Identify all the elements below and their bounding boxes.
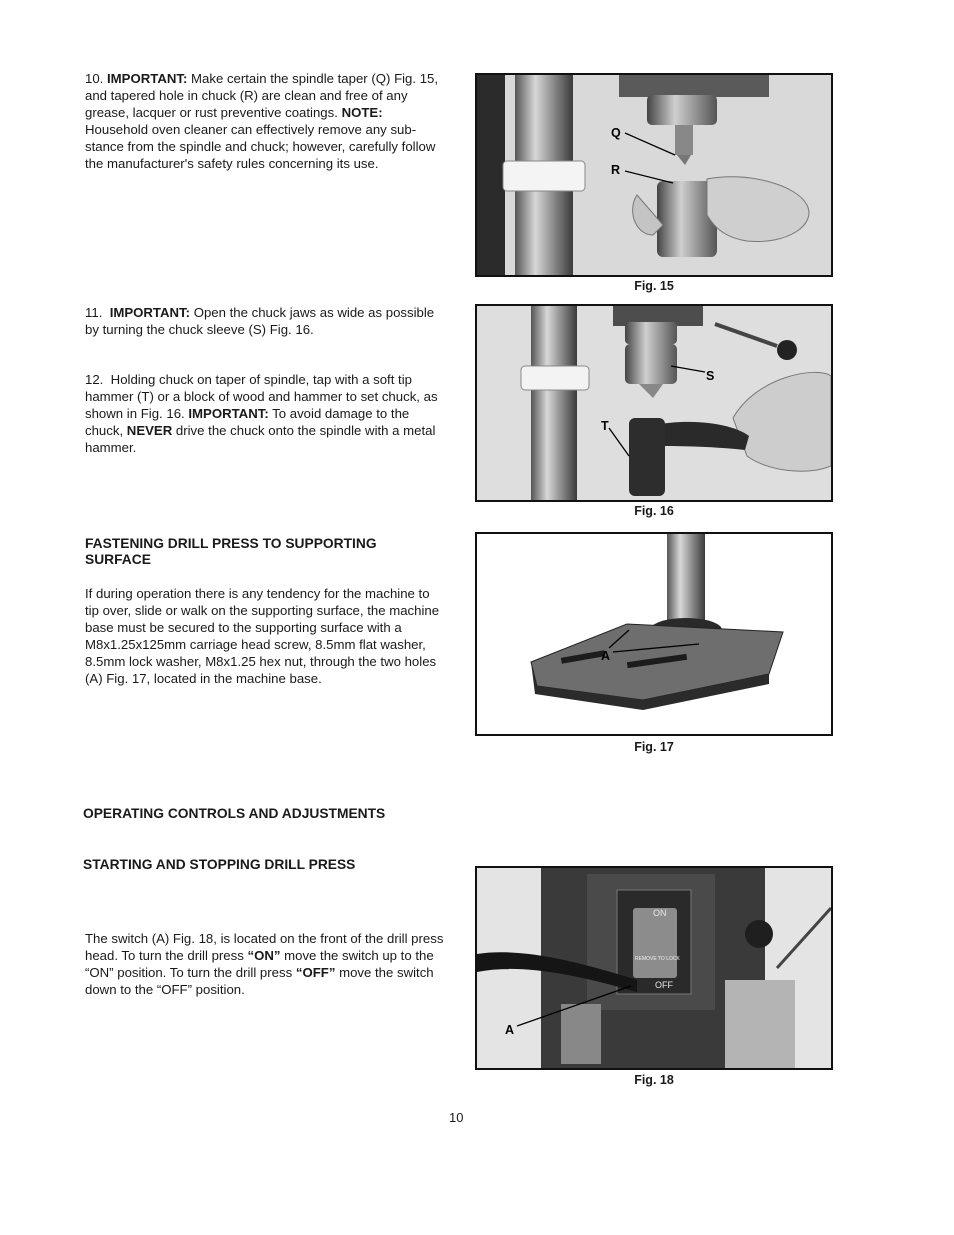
- figure-17-caption: Fig. 17: [634, 740, 674, 754]
- starting-text-3: move the switch down to the “OFF” position.: [85, 965, 434, 997]
- step-12-text-2: To avoid damage to the chuck,: [85, 406, 410, 438]
- figure-16-photo: [475, 304, 833, 502]
- step-12-text-1: Holding chuck on taper of spindle, tap with a soft tip hammer (T) or a block of wood and hammer to set chuck, as shown in Fig. 16.: [85, 372, 438, 421]
- step-12-never: NEVER: [126, 423, 173, 438]
- starting-on: “ON”: [247, 948, 281, 963]
- fastening-heading: FASTENING DRILL PRESS TO SUPPORTING SURFACE: [85, 536, 377, 567]
- figure-18-caption: Fig. 18: [634, 1073, 674, 1087]
- step-10-note: NOTE:: [341, 105, 383, 120]
- step-12-text-3: drive the chuck onto the spindle with a metal hammer.: [85, 423, 436, 455]
- figure-15-photo: [475, 73, 833, 277]
- fig16-label-s: S: [706, 369, 715, 383]
- starting-text-2: move the switch up to the “ON” position. To turn the drill press: [85, 948, 434, 980]
- page-number: 10: [449, 1110, 464, 1125]
- step-10-text-1: Make certain the spindle taper (Q) Fig. 15, and tapered hole in chuck (R) are clean and free of any grease, lacquer or rust preventive coatings.: [85, 71, 439, 120]
- step-10-paragraph: [85, 70, 445, 172]
- fig15-label-q: Q: [611, 126, 621, 140]
- starting-off: “OFF”: [295, 965, 336, 980]
- step-10-number: 10.: [85, 71, 104, 86]
- step-11-important: IMPORTANT:: [109, 305, 191, 320]
- step-11-number: 11.: [85, 305, 103, 320]
- starting-text-1: The switch (A) Fig. 18, is located on the front of the drill press head. To turn the drill press: [85, 931, 444, 963]
- fastening-paragraph: If during operation there is any tendency for the machine to tip over, slide or walk on the supporting surface, the machine base must be secured to the supporting surface with a M8x1.25x125mm carriage head screw, 8.5mm flat washer, 8.5mm lock washer, M8x1.25 hex nut, through the two holes (A) Fig. 17, located in the machine base.: [85, 586, 440, 686]
- fig15-label-r: R: [611, 163, 621, 177]
- fig18-switch-on: ON: [653, 908, 667, 918]
- step-11-text: Open the chuck jaws as wide as possible by turning the chuck sleeve (S) Fig. 16.: [85, 305, 435, 337]
- figure-16-caption: Fig. 16: [634, 504, 674, 518]
- step-12-paragraph: [85, 371, 445, 456]
- fig16-label-t: T: [601, 419, 609, 433]
- fig17-label-a: A: [601, 649, 611, 663]
- starting-paragraph: [85, 930, 445, 998]
- figure-18-photo: [475, 866, 833, 1070]
- fig18-switch-key: REMOVE TO LOCK: [635, 956, 680, 962]
- fig18-switch-off: OFF: [655, 980, 673, 990]
- step-11-paragraph: [85, 304, 445, 338]
- figure-15-caption: Fig. 15: [634, 279, 674, 293]
- operating-heading: OPERATING CONTROLS AND ADJUSTMENTS: [83, 806, 386, 821]
- starting-heading: STARTING AND STOPPING DRILL PRESS: [83, 857, 356, 872]
- step-10-text-2: Household oven cleaner can effectively remove any sub-stance from the spindle and chuck; however, carefully follow the manufacturer's safety rules concerning its use.: [85, 122, 436, 171]
- step-12-number: 12.: [85, 372, 104, 387]
- step-10-important: IMPORTANT:: [107, 71, 188, 86]
- figure-17-photo: [475, 532, 833, 736]
- fig18-label-a: A: [505, 1023, 515, 1037]
- step-12-important: IMPORTANT:: [188, 406, 269, 421]
